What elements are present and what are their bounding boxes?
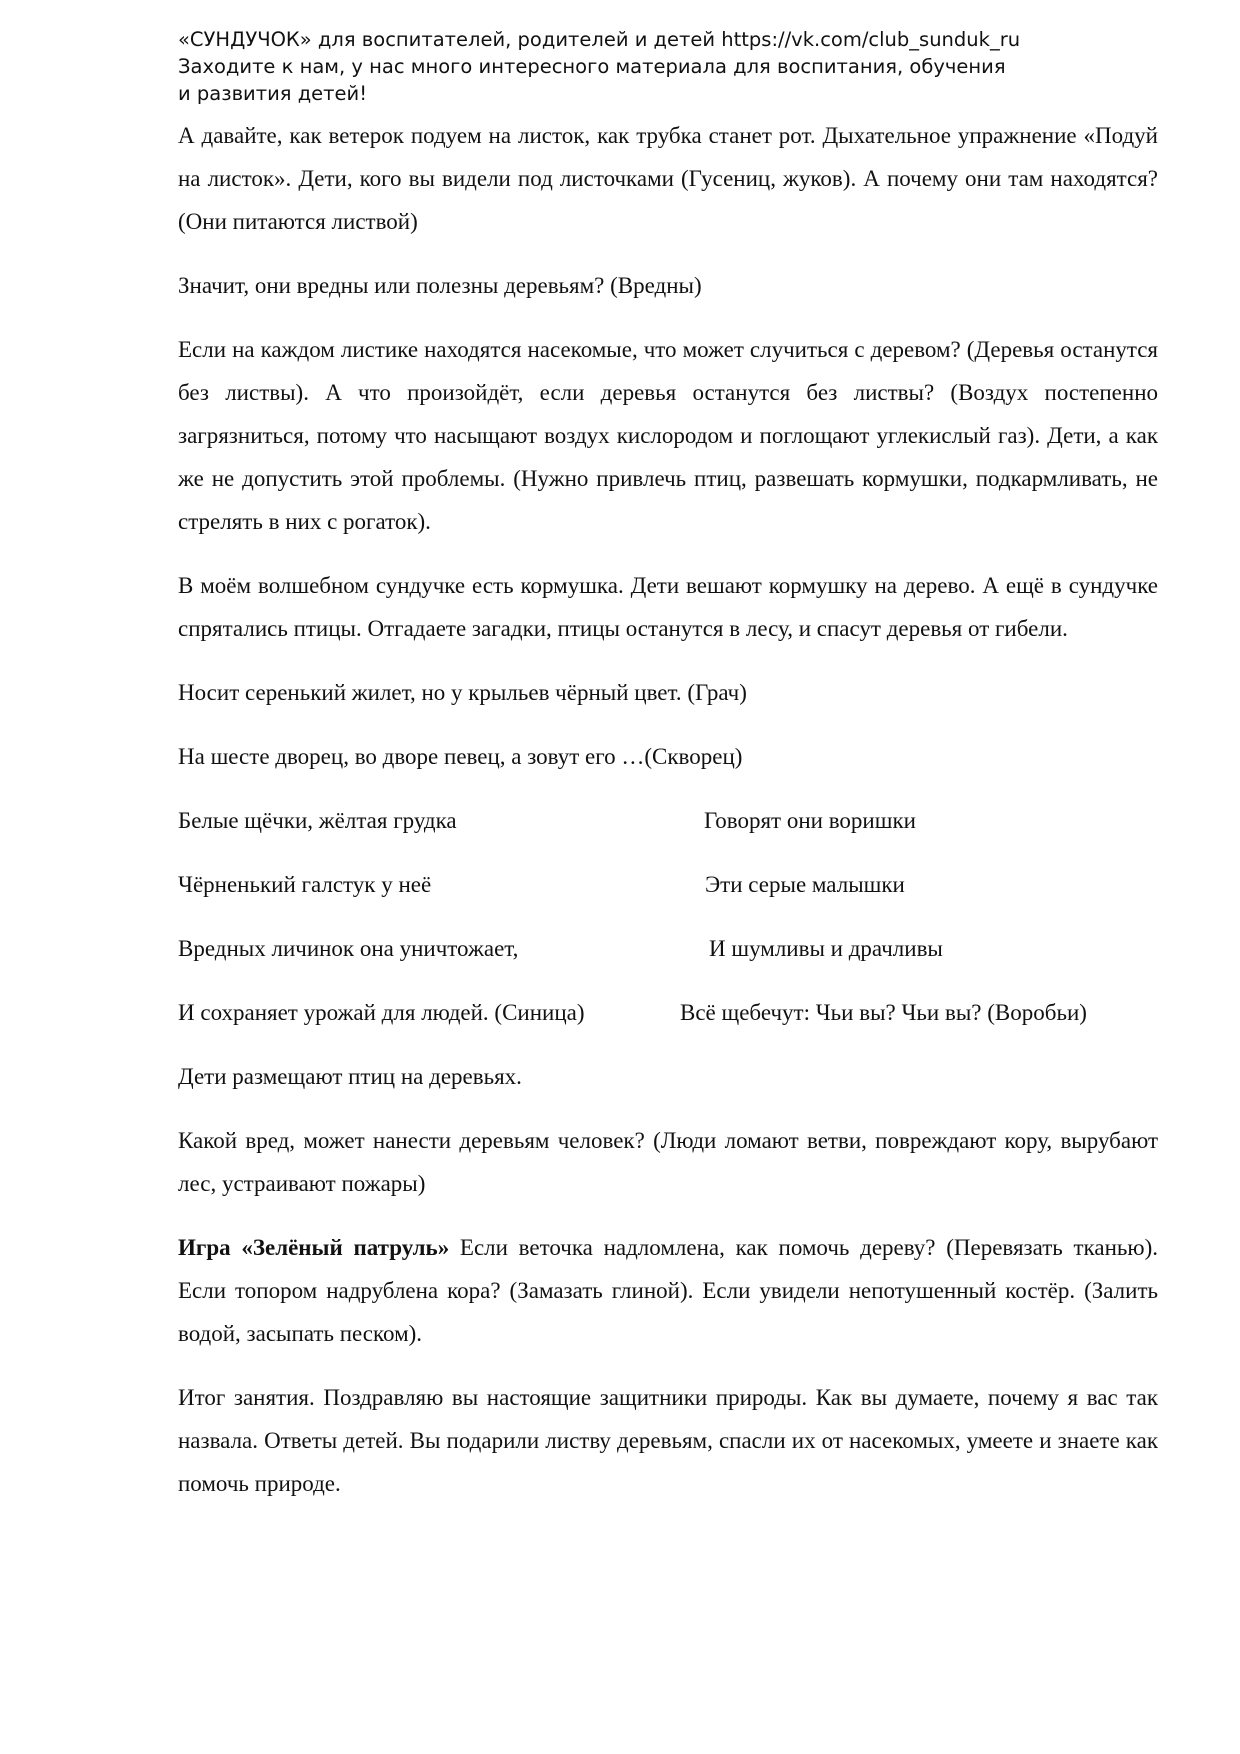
paragraph-green-patrol: [178, 1226, 1158, 1355]
riddle-row-1: [178, 799, 1158, 842]
riddle-tit-line: Чёрненький галстук у неё: [178, 872, 432, 897]
header-line-3: и развития детей!: [178, 82, 368, 105]
document-body: [178, 114, 1158, 1526]
game-text: Если веточка надломлена, как помочь дереву? (Перевязать тканью). Если топором надрублена кора? (Замазать глиной). Если увидели непотушенный костёр. (Залить водой, засыпать песком).: [178, 1235, 1158, 1346]
riddle-sparrow-line: И шумливы и драчливы: [709, 936, 943, 961]
riddle-row-2: [178, 863, 1158, 906]
paragraph-human-harm: Какой вред, может нанести деревьям человек? (Люди ломают ветви, повреждают кору, вырубают лес, устраивают пожары): [178, 1128, 1158, 1196]
paragraph-lesson-summary: Итог занятия. Поздравляю вы настоящие защитники природы. Как вы думаете, почему я вас так назвала. Ответы детей. Вы подарили листву деревьям, спасли их от насекомых, умеете и знаете как помочь природе.: [178, 1385, 1158, 1496]
header-line-2: Заходите к нам, у нас много интересного материала для воспитания, обучения: [178, 55, 1006, 78]
paragraph-breathing-exercise: А давайте, как ветерок подуем на листок, как трубка станет рот. Дыхательное упражнение «Подуй на листок». Дети, кого вы видели под листочками (Гусениц, жуков). А почему они там находятся? (Они питаются листвой): [178, 123, 1158, 234]
paragraph-insects-trees: Если на каждом листике находятся насекомые, что может случиться с деревом? (Деревья останутся без листвы). А что произойдёт, если деревья останутся без листвы? (Воздух постепенно загрязниться, потому что насыщают воздух кислородом и поглощают углекислый газ). Дети, а как же не допустить этой проблемы. (Нужно привлечь птиц, развешать кормушки, подкармливать, не стрелять в них с рогаток).: [178, 337, 1158, 534]
game-title: Игра «Зелёный патруль»: [178, 1235, 450, 1260]
riddle-row-3: [178, 927, 1158, 970]
riddle-row-4: [178, 991, 1158, 1034]
riddle-tit-line: И сохраняет урожай для людей. (Синица): [178, 1000, 585, 1025]
riddle-sparrow-line: Эти серые малышки: [705, 872, 905, 897]
riddle-tit-line: Белые щёчки, жёлтая грудка: [178, 808, 457, 833]
paragraph-harmful-question: Значит, они вредны или полезны деревьям? (Вредны): [178, 273, 702, 298]
page-header: [178, 26, 1078, 107]
riddle-rook: Носит серенький жилет, но у крыльев чёрный цвет. (Грач): [178, 680, 747, 705]
riddle-sparrow-line: Говорят они воришки: [704, 808, 916, 833]
riddle-tit-line: Вредных личинок она уничтожает,: [178, 936, 519, 961]
paragraph-magic-chest: В моём волшебном сундучке есть кормушка. Дети вешают кормушку на дерево. А ещё в сундучке спрятались птицы. Отгадаете загадки, птицы останутся в лесу, и спасут деревья от гибели.: [178, 573, 1158, 641]
paragraph-place-birds: Дети размещают птиц на деревьях.: [178, 1064, 522, 1089]
riddle-sparrow-line: Всё щебечут: Чьи вы? Чьи вы? (Воробьи): [680, 1000, 1087, 1025]
header-line-1: «СУНДУЧОК» для воспитателей, родителей и детей https://vk.com/club_sunduk_ru: [178, 28, 1021, 51]
riddle-starling: На шесте дворец, во дворе певец, а зовут его …(Скворец): [178, 744, 743, 769]
